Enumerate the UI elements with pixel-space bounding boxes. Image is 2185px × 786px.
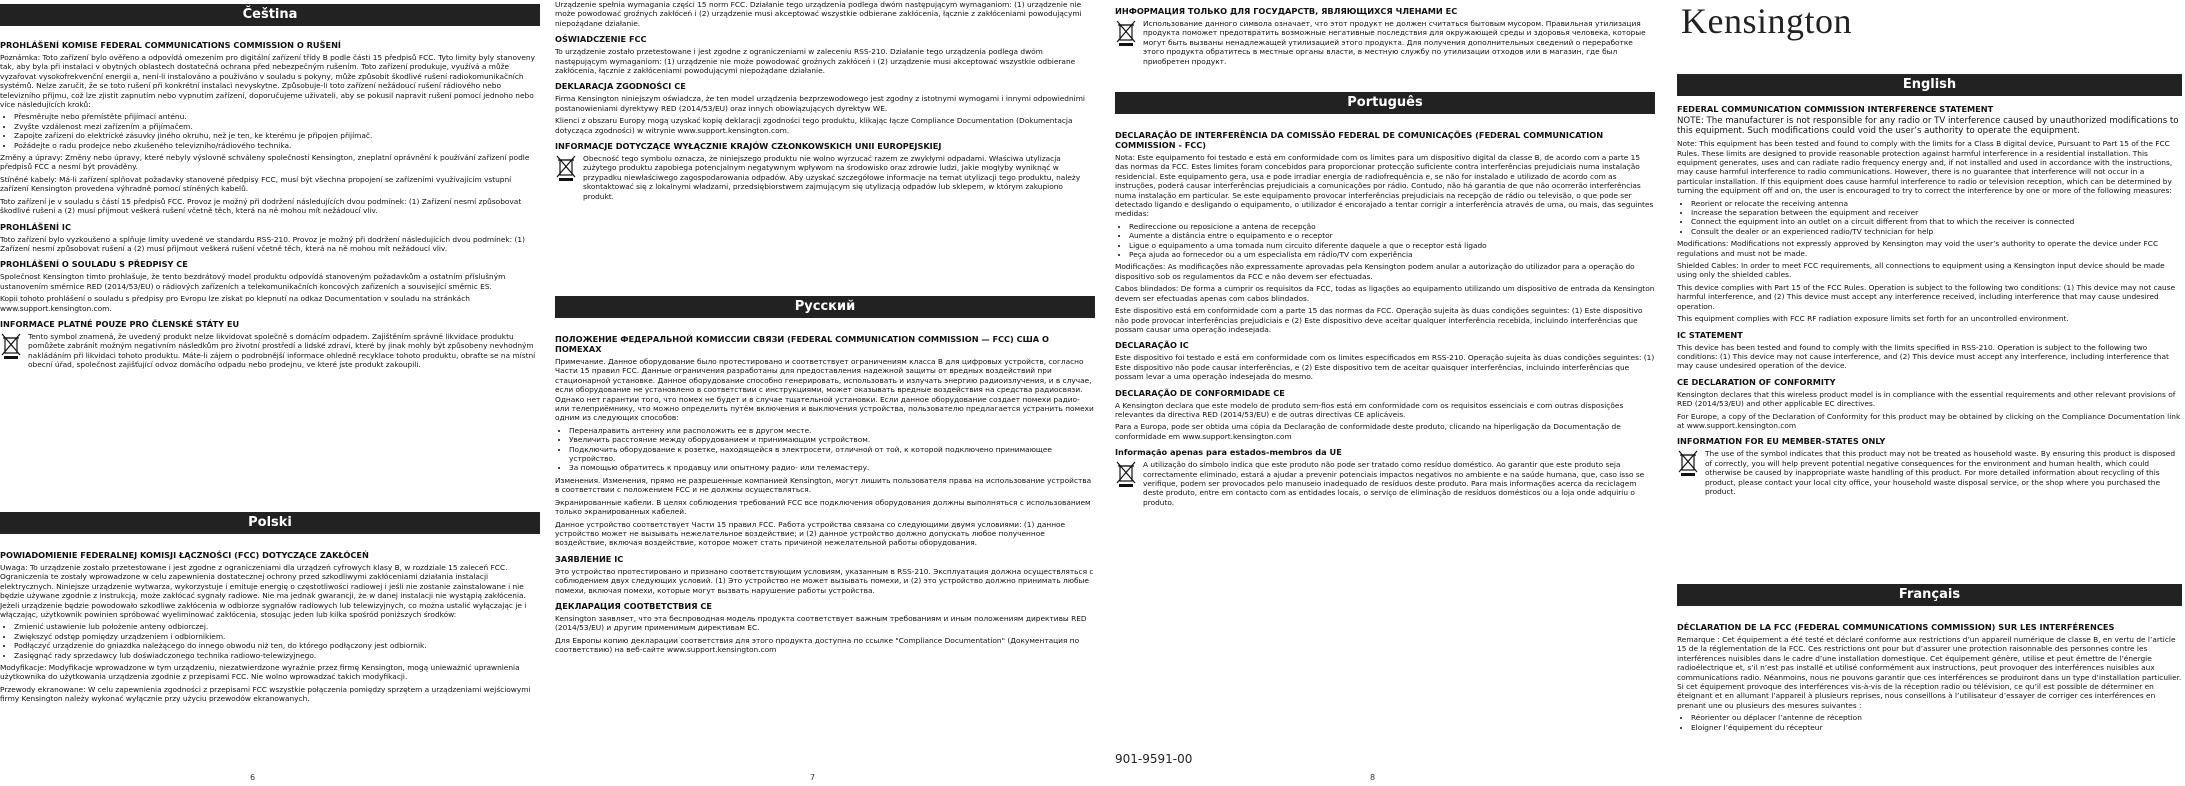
paragraph-modifications: Modyfikacje: Modyfikacje wprowadzone w tym urządzeniu, niezatwierdzone wyraźnie przez firmę Kensington, mogą unieważnić uprawnienia użytkownika do użytkowania urządzenia zgodnie z przepisami FCC. Nie wolno wprowadzać takich modyfikacji. <box>0 663 520 682</box>
list-item: • Přesměrujte nebo přemístěte přijímací anténu. <box>14 112 540 121</box>
paragraph-eu: Obecność tego symbolu oznacza, że niniejszego produktu nie wolno wyrzucać razem ze zwykłymi odpadami. Właściwa utylizacja zużytego produktu zapobiega potencjalnym negatywnym wpływom na środowisko oraz zdrowie ludzi, jakie mogłyby wyniknąć w przypadku niewłaściwego zagospodarowania odpadów. Aby uzyskać szczegółowe informacje na temat utylizacji tego produktu, należy skontaktować się z lokalnymi władzami, przedsiębiorstwem zajmującym się utylizacją odpadów lub sklepem, w którym zakupiono produkt. <box>583 154 1081 201</box>
section-polish <box>0 544 540 766</box>
heading-ic: DECLARAÇÃO IC <box>1115 340 1189 351</box>
paragraph-cables: Przewody ekranowane: W celu zapewnienia zgodności z przepisami FCC wszystkie połączenia pomiędzy sprzętem a urządzeniami wejściowymi firmy Kensington należy wykonać wyłącznie przy użyciu przewodów ekranowanych. <box>0 684 531 704</box>
section-russian <box>555 328 1095 766</box>
paragraph-ic: Toto zařízení bylo vyzkoušeno a splňuje limity uvedené ve standardu RSS-210. Provoz je možný při dodržení následujících dvou podmínek: (1) Zařízení nesmí způsobovat rušení a (2) musí přijmout veškerá rušení včetně těch, která na ně mohou mít nežádoucí vliv. <box>0 234 525 253</box>
crossed-bin-icon <box>1115 19 1137 47</box>
list-item: • Požádejte o radu prodejce nebo zkušeného televizního/rádiového technika. <box>14 141 540 150</box>
heading-fcc: FEDERAL COMMUNICATION COMMISSION INTERFERENCE STATEMENT <box>1677 104 1994 114</box>
paragraph-modifications: Modificações: As modificações não expressamente aprovadas pela Kensington podem anular a autorização do utilizador para a operação do dispositivo sob os regulamentos da FCC e não devem ser efectuadas. <box>1115 262 1635 281</box>
paragraph-ce-copy: Kopii tohoto prohlášení o souladu s předpisy pro Evropu lze získat po klepnutí na odkaz Documentation v souladu na stránkách www.support.kensington.com. <box>0 294 470 313</box>
section-russian-eu <box>1115 0 1655 70</box>
heading-ce: ДЕКЛАРАЦИЯ СООТВЕТСТВИЯ CE <box>555 600 713 611</box>
list-item: • Réorienter ou déplacer l’antenne de réception <box>1691 713 2182 722</box>
paragraph-cables: Stíněné kabely: Má-li zařízení splňovat požadavky stanovené předpisy FCC, musí být všechna propojení se zařízeními využívajícím vstupní zařízení Kensington provedena výhradně pomocí stíněných kabelů. <box>0 174 512 194</box>
list-item: • Eloigner l’équipement du récepteur <box>1691 723 2182 732</box>
paragraph-note: Примечание. Данное оборудование было протестировано и соответствует ограничениям класса B для цифровых устройств, согласно Части 15 правил FCC. Данные ограничения разработаны для предоставления надежной защиты от вредных воздействий при стационарной установке. Данное оборудование способно генерировать, использовать и излучать энергию радиоизлучения, и в случае, если оборудование не установлено в соответствии с инструкциями, может оказывать вредные воздействия на средства радиосвязи. Однако нет гарантии того, что помех не будет и в случае тщательной установки. Если данное оборудование создает помехи радио- или телеприёмнику, что можно определить путём включения и выключения устройства, пользователю предлагается устранить помехи одним из следующих способов: <box>555 357 1094 423</box>
language-bar-czech: Čeština <box>0 4 540 26</box>
bullet-list <box>0 622 540 660</box>
bullet-list <box>1115 222 1655 260</box>
list-item: • Увеличить расстояние между оборудованием и принимающим устройством. <box>569 435 1095 444</box>
paragraph-ce: Kensington заявляет, что эта беспроводная модель продукта соответствует важным требованиям и иным положениям директивы RED (2014/53/EU) и другим применимым директивам ЕС. <box>555 613 1087 633</box>
heading-ic: OŚWIADCZENIE FCC <box>555 34 647 45</box>
heading-ce: DECLARAÇÃO DE CONFORMIDADE CE <box>1115 387 1285 398</box>
bullet-list <box>1677 199 2182 237</box>
bullet-list <box>555 426 1095 473</box>
paragraph-cables: Экранированные кабели. В целях соблюдения требований FCC все подключения оборудования должны выполняться с использованием только экранированных кабелей. <box>555 497 1091 517</box>
paragraph-part15: Este dispositivo está em conformidade com a parte 15 das normas da FCC. Operação sujeita às duas condições seguintes: (1) Este dispositivo não pode provocar interferências prejudiciais e (2) Este dispositivo deve aceitar qualquer interferência recebida, incluindo interferências que possam causar uma operação indesejada. <box>1115 306 1643 334</box>
paragraph-note: Nota: Este equipamento foi testado e está em conformidade com os limites para um dispositivo digital da classe B, de acordo com a parte 15 das normas da FCC. Estes limites foram concebidos para proporcionar protecção suficiente contra interferências prejudiciais numa instalação residencial. Este equipamento gera, usa e pode irradiar energia de radiofrequência e, se não for instalado e utilizado de acordo com as instruções, poderá causar interferências prejudiciais a comunicações por rádio. Contudo, não há garantia de que não ocorrerão interferências numa instalação em particular. Se este equipamento provocar interferências prejudiciais na recepção de rádio ou televisão, o que pode ser detectado ligando e desligando o equipamento, o utilizador é encorajado a tentar corrigir a interferência através de uma, ou mais, das seguintes medidas: <box>1115 153 1654 219</box>
paragraph-modifications: Změny a úpravy: Změny nebo úpravy, které nebyly výslovně schváleny společností Kensington, zneplatní oprávnění k používání zařízení podle předpisů FCC a nesmí být prováděny. <box>0 153 530 172</box>
list-item: • Zasięgnąć rady sprzedawcy lub doświadczonego technika radiowo-telewizyjnego. <box>14 651 540 660</box>
section-polish-cont <box>555 0 1095 290</box>
heading-eu: INFORMACE PLATNÉ POUZE PRO ČLENSKÉ STÁTY EU <box>0 318 240 329</box>
paragraph-modifications: Изменения. Изменения, прямо не разрешенные компанией Kensington, могут лишить пользователя права на использование устройства в соответствии с положением FCC и не должны осуществляться. <box>555 475 1092 495</box>
paragraph-part15: Данное устройство соответствует Части 15 правил FCC. Работа устройства связана со следующими двумя условиями: (1) данное устройство может не вызывать нежелательное воздействие; и (2) данное устройство должно допускать любое полученное воздействие, включая воздействие, которое может стать причиной нежелательной работы оборудования. <box>555 519 1066 548</box>
heading-eu: Informação apenas para estados-membros da UE <box>1115 447 1342 458</box>
paragraph-ce: Společnost Kensington tímto prohlašuje, že tento bezdrátový model produktu odpovídá stanoveným požadavkům a ostatním příslušným ustanovením směrnice RED (2014/53/EU) o rádiových zařízeních a telekomunikačních koncových zařízeních a související směrnic ES. <box>0 272 506 291</box>
paragraph-modifications: Modifications: Modifications not expressly approved by Kensington may void the user’s authority to operate the device under FCC regulations and must not be made. <box>1677 239 2159 258</box>
kensington-logo: Kensington <box>1681 1 1852 41</box>
eu-block <box>0 332 540 373</box>
paragraph-ce-copy: Para a Europa, pode ser obtida uma cópia da Declaração de conformidade deste produto, clicando na hiperligação da Documentação de conformidade em www.support.kensington.com <box>1115 422 1621 441</box>
eu-block <box>1677 449 2182 499</box>
list-item: • Ligue o equipamento a uma tomada num circuito diferente daquele a que o receptor está ligado <box>1129 241 1655 250</box>
bullet-list <box>1677 713 2182 732</box>
heading-fcc: DECLARAÇÃO DE INTERFERÊNCIA DA COMISSÃO FEDERAL DE COMUNICAÇÕES (FEDERAL COMMUNICATION COMMISSION - FCC) <box>1115 130 1604 150</box>
list-item: • Connect the equipment into an outlet on a circuit different from that to which the receiver is connected <box>1691 217 2182 226</box>
paragraph-cables: Shielded Cables: In order to meet FCC requirements, all connections to equipment using a Kensington input device should be made using only the shielded cables. <box>1677 261 2165 280</box>
heading-fcc: PROHLÁŠENÍ KOMISE FEDERAL COMMUNICATIONS COMMISSION O RUŠENÍ <box>0 40 341 50</box>
page-column-8 <box>1115 0 1655 786</box>
paragraph-ce-copy: Для Европы копию декларации соответствия для этого продукта доступна по ссылке "Compliance Documentation" (Документация по соответствию) на веб-сайте www.support.kensington.com <box>555 635 1080 655</box>
paragraph-ic: This device has been tested and found to comply with the limits specified in RSS-210. Operation is subject to the following two conditions: (1) This device may not cause interference, and (2) This device must accept any interference, including interference that may cause undesired operation of the device. <box>1677 342 2169 371</box>
section-french <box>1677 616 2182 782</box>
list-item: • Zwiększyć odstęp pomiędzy urządzeniem i odbiornikiem. <box>14 632 540 641</box>
language-bar-polish: Polski <box>0 512 540 534</box>
heading-fcc: DÉCLARATION DE LA FCC (FEDERAL COMMUNICATIONS COMMISSION) SUR LES INTERFÉRENCES <box>1677 622 2115 632</box>
paragraph-eu: Использование данного символа означает, что этот продукт не должен считаться бытовым мусором. Правильная утилизация продукта поможет предотвратить возможные негативные последствия для окружающей среды и здоровья человека, которые могут быть вызваны ненадлежащей утилизацией этого продукта. Для получения дополнительных сведений о переработке этого продукта обратитесь в местные органы власти, в местную службу по утилизации отходов или в магазин, где был приобретен продукт. <box>1143 19 1646 66</box>
paragraph-note: Uwaga: To urządzenie zostało przetestowane i jest zgodne z ograniczeniami dla urządzeń cyfrowych klasy B, w rozdziale 15 zaleceń FCC. Ograniczenia te zostały wprowadzone w celu zapewnienia dostatecznej ochrony przed szkodliwymi zakłóceniami działania instalacji elektrycznych. Niniejsze urządzenie wytwarza, wykorzystuje i emituje energię o częstotliwości radiowej i jeśli nie zostanie zainstalowane i nie będzie używane zgodnie z instrukcją, może zakłócać sygnały radiowe. Nie ma jednak gwarancji, że w danej instalacji nie wystąpią zakłócenia. Jeżeli urządzenie będzie powodowało szkodliwe zakłócenia w odbiorze sygnałów radiowych lub telewizyjnych, co można ustalić wyłączając je i włączając, użytkownik powinien spróbować wyeliminować zakłócenia, stosując jeden lub kilka spośród poniższych środków: <box>0 563 527 620</box>
list-item: • Redireccione ou reposicione a antena de recepção <box>1129 222 1655 231</box>
paragraph-ic: Este dispositivo foi testado e está em conformidade com os limites especificados em RSS-210. Operação sujeita às duas condições seguintes: (1) Este dispositivo não pode causar interferências, e (2) Este dispositivo tem de aceitar quaisquer interferências, incluindo interferências que possam levar a uma operação indesejada do mesmo. <box>1115 353 1655 382</box>
bullet-list <box>0 112 540 150</box>
section-czech <box>0 34 540 504</box>
heading-eu: ИНФОРМАЦИЯ ТОЛЬКО ДЛЯ ГОСУДАРСТВ, ЯВЛЯЮЩИХСЯ ЧЛЕНАМИ ЕС <box>1115 6 1458 16</box>
eu-block <box>1115 460 1655 510</box>
page-number: 8 <box>1370 773 1376 782</box>
paragraph-rf-exposure: This equipment complies with FCC RF radiation exposure limits set forth for an uncontrolled environment. <box>1677 314 2069 324</box>
eu-block <box>555 154 1095 204</box>
heading-ic: ЗАЯВЛЕНИЕ IC <box>555 553 624 564</box>
paragraph-ce: A Kensington declara que este modelo de produto sem-fios está em conformidade com os requisitos essenciais e com outras disposições relevantes da directiva RED (2014/53/EU) e de outras directivas CE aplicáveis. <box>1115 400 1624 419</box>
list-item: • Aumente a distância entre o equipamento e o receptor <box>1129 231 1655 240</box>
section-english <box>1677 98 2182 576</box>
paragraph-note: Note: This equipment has been tested and found to comply with the limits for a Class B digital device, Pursuant to Part 15 of the FCC Rules. These limits are designed to provide reasonable protection against harmful interference in a residential installation. This equipment generates, uses and can radiate radio frequency energy and, if not installed and used in accordance with the instructions, may cause harmful interference to radio communications. However, there is no guarantee that interference will not occur in a particular installation. If this equipment does cause harmful interference to radio or television reception, which can be determined by turning the equipment off and on, the user is encouraged to try to correct the interference by one or more of the following measures: <box>1677 139 2173 196</box>
crossed-bin-icon <box>1115 460 1137 488</box>
paragraph-ce-copy: Klienci z obszaru Europy mogą uzyskać kopię deklaracji zgodności tego produktu, klikając łącze Compliance Documentation (Dokumentacja dotycząca zgodności) w witrynie www.support.kensington.com. <box>555 116 1073 135</box>
part-number: 901-9591-00 <box>1115 752 1193 766</box>
list-item: • Podłączyć urządzenie do gniazdka należącego do innego obwodu niż ten, do którego podłączony jest odbiornik. <box>14 641 540 650</box>
crossed-bin-icon <box>555 154 577 182</box>
crossed-bin-icon <box>1677 449 1699 477</box>
paragraph-notice: NOTE: The manufacturer is not responsible for any radio or TV interference caused by unauthorized modifications to this equipment. Such modifications could void the user’s authority to operate the equipment. <box>1677 116 2179 136</box>
language-bar-russian: Русский <box>555 296 1095 318</box>
heading-ce: CE DECLARATION OF CONFORMITY <box>1677 376 1836 387</box>
page-column-7 <box>555 0 1095 786</box>
list-item: • Zapojte zařízení do elektrické zásuvky jiného okruhu, než je ten, ke kterému je připojen přijímač. <box>14 131 540 140</box>
page-column-6 <box>0 0 540 786</box>
eu-block <box>1115 19 1655 69</box>
paragraph-eu: Tento symbol znamená, že uvedený produkt nelze likvidovat společně s domácím odpadem. Zajištěním správné likvidace produktu pomůžete zabránit možným negativním následkům pro životní prostředí a lidské zdraví, které by jinak mohly být způsobeny nevhodným nakládáním při likvidaci tohoto produktu. Máte-li zájem o podrobnější informace ohledně recyklace tohoto produktu, obraťte se na místní obecní úřad, společnost zajišťující odvoz domácího odpadu nebo prodejnu, ve které jste produkt zakoupili. <box>28 331 536 370</box>
heading-eu: INFORMATION FOR EU MEMBER-STATES ONLY <box>1677 436 1886 447</box>
language-bar-french: Français <box>1677 584 2182 606</box>
paragraph-note: Remarque : Cet équipement a été testé et déclaré conforme aux restrictions d’un appareil numérique de classe B, en vertu de l’article 15 de la réglementation de la FCC. Ces restrictions ont pour but d’assurer une protection raisonnable des personnes contre les interférences nuisibles dans le cadre d’une installation domestique. Cet équipement génère, utilise et peut émettre de l’énergie radioélectrique et, s’il n’est pas installé et utilisé conformément aux instructions, peut provoquer des interférences nuisibles aux communications radio. Néanmoins, nous ne pouvons garantir que ces interférences se produiront dans un type d’installation particulier. Si cet équipement provoque des interférences vis-à-vis de la réception radio ou télévision, ce qu’il est possible de déterminer en éteignant et en allumant l’appareil à plusieurs reprises, nous conseillons à l’utilisateur d’essayer de corriger ces interférences en prenant une ou plusieurs des mesures suivantes : <box>1677 635 2182 710</box>
paragraph-eu: The use of the symbol indicates that this product may not be treated as household waste. By ensuring this product is disposed of correctly, you will help prevent potential negative consequences for the environment and human health, which could otherwise be caused by inappropriate waste handling of this product. For more detailed information about recycling of this product, please contact your local city office, your household waste disposal service, or the shop where you purchased the product. <box>1705 449 2176 496</box>
paragraph-eu: A utilização do símbolo indica que este produto não pode ser tratado como resíduo doméstico. Ao garantir que este produto seja correctamente eliminado, estará a ajudar a prevenir potenciais impactos negativos no ambiente e na saúde humana, que, caso isso se verifique, podem ser provocados pelo manuseio inadequado de resíduos deste produto. Para mais informações acerca da reciclagem deste produto, entre em contacto com as entidades locais, o serviço de eliminação de resíduos domésticos ou a loja onde adquiriu o produto. <box>1143 460 1645 507</box>
list-item: • Zmienić ustawienie lub położenie anteny odbiorczej. <box>14 622 540 631</box>
list-item: • Zvyšte vzdálenost mezi zařízením a přijímačem. <box>14 122 540 131</box>
paragraph-ce-copy: For Europe, a copy of the Declaration of Conformity for this product may be obtained by clicking on the Compliance Documentation link at www.support.kensington.com <box>1677 411 2181 430</box>
heading-ce: DEKLARACJA ZGODNOŚCI CE <box>555 81 686 92</box>
paragraph-part15: Urządzenie spełnia wymagania części 15 norm FCC. Działanie tego urządzenia podlega dwóm następującym wymaganiom: (1) urządzenie nie może powodować groźnych zakłóceń i (2) urządzenie musi akceptować wszystkie odbierane zakłócenia, łącznie z zakłóceniami powodującymi niepożądane działanie. <box>555 0 1082 28</box>
page-number: 6 <box>250 773 256 782</box>
language-bar-portuguese: Português <box>1115 92 1655 114</box>
page-number: 7 <box>810 773 816 782</box>
paragraph-part15: This device complies with Part 15 of the FCC Rules. Operation is subject to the following two conditions: (1) This device may not cause harmful interference, and (2) This device must accept any interference received, including interference that may cause undesired operation. <box>1677 282 2176 311</box>
list-item: • Peça ajuda ao fornecedor ou a um especialista em rádio/TV com experiência <box>1129 250 1655 259</box>
paragraph-cables: Cabos blindados: De forma a cumprir os requisitos da FCC, todas as ligações ao equipamento utilizando um dispositivo de entrada da Kensington devem ser efectuadas apenas com cabos blindados. <box>1115 284 1655 303</box>
list-item: • Подключить оборудование к розетке, находящейся в электросети, отличной от той, к которой подключено принимающее устройство. <box>569 445 1095 464</box>
paragraph-ce: Kensington declares that this wireless product model is in compliance with the essential requirements and other relevant provisions of RED (2014/53/EU) and other applicable EC directives. <box>1677 389 2176 409</box>
section-portuguese <box>1115 124 1655 594</box>
list-item: • За помощью обратитесь к продавцу или опытному радио- или телемастеру. <box>569 463 1095 472</box>
paragraph-ce: Firma Kensington niniejszym oświadcza, że ten model urządzenia bezprzewodowego jest zgodny z istotnymi wymogami i innymi odpowiednimi postanowieniami dyrektywy RED (2014/53/EU) oraz innych obowiązujących dyrektyw WE. <box>555 94 1085 113</box>
list-item: • Increase the separation between the equipment and receiver <box>1691 208 2182 217</box>
page-column-cover <box>1677 0 2182 786</box>
heading-eu: INFORMACJE DOTYCZĄCE WYŁĄCZNIE KRAJÓW CZŁONKOWSKICH UNII EUROPEJSKIEJ <box>555 141 942 152</box>
heading-ic: IC STATEMENT <box>1677 329 1743 340</box>
list-item: • Переналравить антенну или расположить ее в другом месте. <box>569 426 1095 435</box>
paragraph-part15: Toto zařízení je v souladu s částí 15 předpisů FCC. Provoz je možný při dodržení následujících dvou podmínek: (1) Zařízení nesmí způsobovat škodlivé rušení a (2) musí přijmout veškerá rušení včetně těch, která na ně mohou mít nežádoucí vliv. <box>0 196 522 216</box>
list-item: • Reorient or relocate the receiving antenna <box>1691 199 2182 208</box>
paragraph-note: Poznámka: Toto zařízení bylo ověřeno a odpovídá omezením pro digitální zařízení třídy B podle části 15 předpisů FCC. Tyto limity byly stanoveny tak, aby byla při instalaci v obytných oblastech dostatečná ochrana před nebezpečným rušením. Toto zařízení produkuje, využívá a může vyzařovat vysokofrekvenční energii a, není-li instalováno a používáno v souladu s pokyny, může způsobit škodlivé rušení radiokomunikačních systémů. Nelze zaručit, že se toto rušení při konkrétní instalaci nevyskytne. Způsobuje-li toto zařízení nežádoucí rušení rádiového nebo televizního příjmu, což lze zjistit zapnutím nebo vypnutím zařízení, doporučujeme uživateli, aby se pokusil napravit rušení pomocí jednoho nebo více následujících kroků: <box>0 53 535 110</box>
heading-ic: PROHLÁŠENÍ IC <box>0 221 71 232</box>
heading-fcc: POWIADOMIENIE FEDERALNEJ KOMISJI ŁĄCZNOŚCI (FCC) DOTYCZĄCE ZAKŁÓCEŃ <box>0 550 369 560</box>
paragraph-ic: To urządzenie zostało przetestowane i jest zgodne z ograniczeniami w zaleceniu RSS-210. Działanie tego urządzenia podlega dwóm następującym wymaganiom: (1) urządzenie nie może powodować groźnych zakłóceń i (2) urządzenie musi akceptować wszystkie odbierane zakłócenia, łącznie z zakłóceniami powodującymi niepożądane działanie. <box>555 47 1076 76</box>
heading-fcc: ПОЛОЖЕНИЕ ФЕДЕРАЛЬНОЙ КОМИССИИ СВЯЗИ (FEDERAL COMMUNICATION COMMISSION — FCC) США О ПОМЕХАХ <box>555 334 1049 354</box>
paragraph-ic: Это устройство протестировано и признано соответствующим условиям, указанным в RSS-210. Эксплуатация должна осуществляться с соблюдением двух следующих условий. (1) Это устройство не может вызывать помехи, и (2) это устройство должно принимать любые помехи, включая помехи, которые могут вызвать нарушение работы устройства. <box>555 566 1094 595</box>
language-bar-english: English <box>1677 74 2182 96</box>
list-item: • Consult the dealer or an experienced radio/TV technician for help <box>1691 227 2182 236</box>
heading-ce: PROHLÁŠENÍ O SOULADU S PŘEDPISY CE <box>0 259 188 270</box>
crossed-bin-icon <box>0 332 22 360</box>
